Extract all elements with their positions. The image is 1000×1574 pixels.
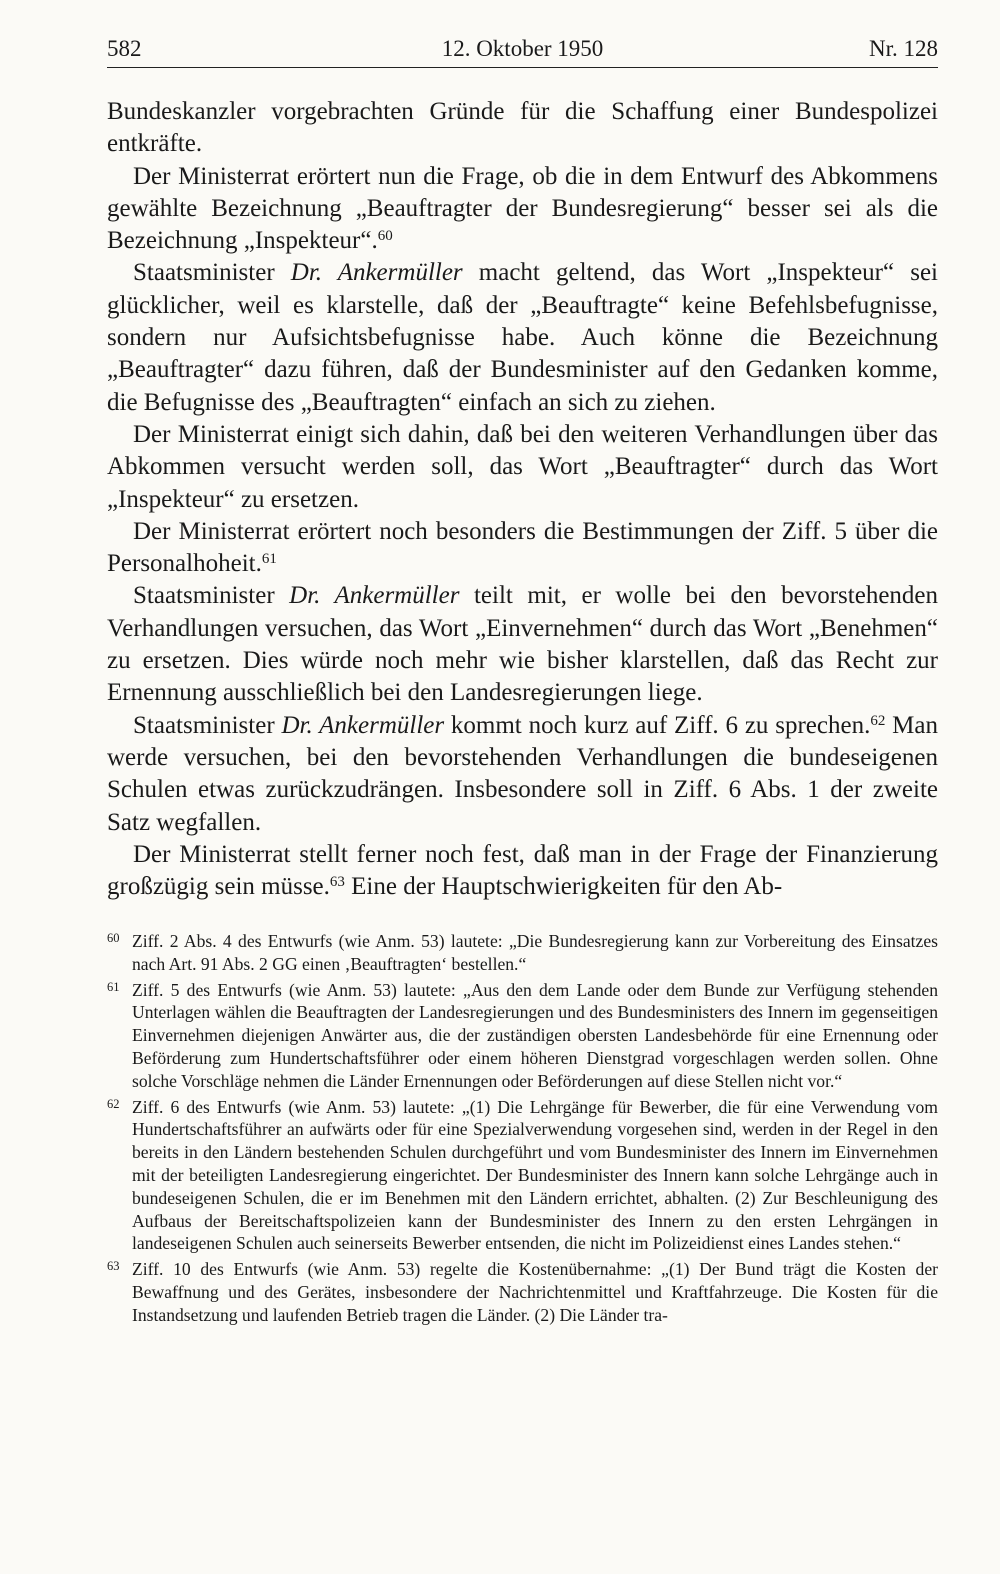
speaker-name: Dr. Ankermüller bbox=[290, 259, 463, 287]
speaker-name: Dr. Ankermüller bbox=[289, 582, 460, 610]
footnote-number: 60 bbox=[107, 931, 120, 945]
header-rule bbox=[107, 67, 938, 68]
footnote-ref[interactable]: 62 bbox=[870, 712, 886, 729]
footnote bbox=[107, 930, 938, 976]
paragraph bbox=[107, 419, 938, 516]
paragraph-text: Bundeskanzler vorgebrachten Gründe für die Schaffung einer Bundespolizei entkräfte. bbox=[107, 98, 938, 158]
footnote-text: Ziff. 5 des Entwurfs (wie Anm. 53) lautete: „Aus den dem Lande oder dem Bunde zur Verfügung stehenden Unterlagen wählen die Beauftragten der Landesregierungen und des Bundesministers des Innern im gegenseitigen Einvernehmen diejenigen Anwärter aus, die der zuständigen obersten Landesbehörde für eine Ernennung oder Beförderung zum Hundertschaftsführer oder einem höheren Dienstgrad vorgeschlagen werden sollen. Ohne solche Vorschläge nehmen die Länder Ernennungen oder Beförderungen auf diese Stellen nicht vor.“ bbox=[132, 979, 938, 1091]
main-text bbox=[107, 96, 938, 903]
issue-number: Nr. 128 bbox=[869, 36, 938, 61]
footnote-text: Ziff. 2 Abs. 4 des Entwurfs (wie Anm. 53) lautete: „Die Bundesregierung kann zur Vorbereitung des Einsatzes nach Art. 91 Abs. 2 GG einen ‚Beauftragten‘ bestellen.“ bbox=[132, 931, 938, 974]
paragraph bbox=[107, 161, 938, 258]
footnote-number: 61 bbox=[107, 979, 120, 994]
paragraph bbox=[107, 710, 938, 839]
speaker-name: Dr. Ankermüller bbox=[281, 711, 445, 739]
paragraph-text: Der Ministerrat einigt sich dahin, daß bei den weiteren Verhandlungen über das Abkommen versucht werden soll, das Wort „Beauftragter“ durch das Wort „Inspekteur“ zu ersetzen. bbox=[107, 420, 938, 513]
paragraph-text: Man werde versuchen, bei den bevorstehenden Verhandlungen die bundeseigenen Schulen etwas zurückzudrängen. Insbesondere soll in Ziff. 6 Abs. 1 der zweite Satz wegfallen. bbox=[107, 711, 938, 836]
paragraph bbox=[107, 96, 938, 161]
footnote-number: 62 bbox=[107, 1096, 120, 1111]
paragraph-text: Eine der Hauptschwierigkeiten für den Ab- bbox=[344, 873, 783, 901]
footnote-text: Ziff. 10 des Entwurfs (wie Anm. 53) regelte die Kostenübernahme: „(1) Der Bund trägt die Kosten der Bewaffnung und des Gerätes, insbesondere der Nachrichtenmittel und Kraftfahrzeuge. Die Kosten für die Instandsetzung und laufenden Betrieb tragen die Länder. (2) Die Länder tra- bbox=[132, 1259, 938, 1325]
paragraph-text: Staatsminister bbox=[133, 582, 290, 610]
footnote-number: 63 bbox=[107, 1259, 120, 1274]
footnote-ref[interactable]: 60 bbox=[377, 227, 393, 244]
paragraph-text: Staatsminister bbox=[133, 711, 282, 739]
footnote-ref[interactable]: 61 bbox=[261, 550, 277, 567]
paragraph bbox=[107, 580, 938, 709]
paragraph-text: Der Ministerrat erörtert nun die Frage, ob die in dem Entwurf des Abkommens gewählte Bezeichnung „Beauftragter der Bundesregierung“ besser sei als die Bezeichnung „Inspekteur“. bbox=[107, 162, 938, 255]
paragraph-text: Staatsminister bbox=[133, 259, 291, 287]
paragraph-text: teilt mit, er wolle bei den bevorstehenden Verhandlungen versuchen, das Wort „Einvernehmen“ durch das Wort „Benehmen“ zu ersetzen. Dies würde noch mehr wie bisher klarstellen, daß das Recht zur Ernennung ausschließlich bei den Landesregierungen liege. bbox=[107, 582, 939, 707]
paragraph bbox=[107, 839, 938, 904]
paragraph-text: Der Ministerrat stellt ferner noch fest, daß man in der Frage der Finanzierung großzügig sein müsse. bbox=[107, 840, 938, 901]
footnote bbox=[107, 1258, 938, 1326]
paragraph-text: Der Ministerrat erörtert noch besonders die Bestimmungen der Ziff. 5 über die Personalhoheit. bbox=[107, 517, 938, 578]
footnotes bbox=[107, 930, 938, 1330]
paragraph bbox=[107, 257, 938, 418]
footnote bbox=[107, 979, 938, 1093]
paragraph-text: macht geltend, das Wort „Inspekteur“ sei glücklicher, weil es klarstelle, daß der „Beauftragte“ keine Befehlsbefugnisse, sondern nur Aufsichtsbefugnisse habe. Auch könne die Bezeichnung „Beauftragter“ dazu führen, daß der Bundesminister auf den Gedanken komme, die Befugnisse des „Beauftragten“ einfach an sich zu ziehen. bbox=[107, 259, 938, 416]
footnote-ref[interactable]: 63 bbox=[329, 873, 345, 890]
paragraph bbox=[107, 516, 938, 581]
header-date: 12. Oktober 1950 bbox=[441, 36, 604, 61]
footnote-text: Ziff. 6 des Entwurfs (wie Anm. 53) lautete: „(1) Die Lehrgänge für Bewerber, die für eine Verwendung vom Hundertschaftsführer an aufwärts oder für eine Spezialverwendung vorgesehen sind, werden in der Regel in den bereits in den Ländern bestehenden Schulen durchgeführt und vom Bundesminister des Innern im Einvernehmen mit der beteiligten Landesregierung eingerichtet. Der Bundesminister des Innern kann solche Lehrgänge auch in bundeseigenen Schulen, die er im Benehmen mit den Ländern errichtet, abhalten. (2) Zur Beschleunigung des Aufbaus der Bereitschaftspolizeien kann der Bundesminister des Innern zu den ersten Lehrgängen in landeseigenen Schulen auch seinerseits Bewerber entsenden, die nicht im Polizeidienst eines Landes stehen.“ bbox=[132, 1096, 938, 1254]
paragraph-text: kommt noch kurz auf Ziff. 6 zu sprechen. bbox=[444, 711, 871, 739]
page-number: 582 bbox=[107, 36, 142, 61]
running-header bbox=[107, 34, 938, 64]
footnote bbox=[107, 1096, 938, 1256]
